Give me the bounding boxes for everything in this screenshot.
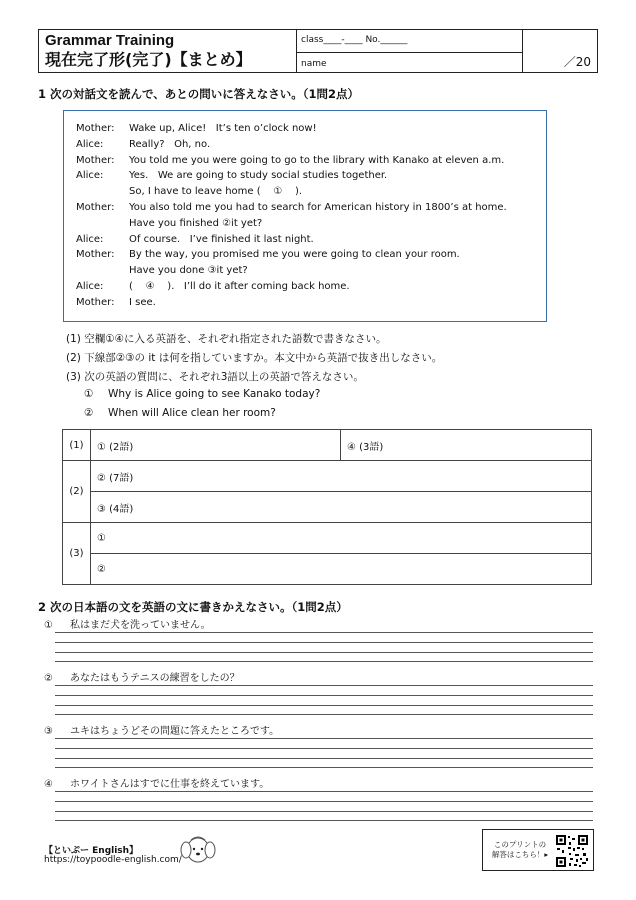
poodle-mascot-icon bbox=[178, 832, 218, 866]
answer-cell[interactable]: ① (2語) bbox=[91, 430, 341, 461]
dialog-line bbox=[76, 168, 546, 184]
dialog-line bbox=[76, 232, 546, 248]
item-number: ① bbox=[44, 620, 53, 631]
answer-link-line1: このプリントの bbox=[493, 840, 547, 849]
student-info-cell bbox=[297, 30, 523, 72]
item-number: ④ bbox=[44, 779, 53, 790]
subquestion-number: ① bbox=[84, 388, 94, 400]
answer-cell[interactable]: ① bbox=[91, 523, 592, 554]
subquestion-text: Why is Alice going to see Kanako today? bbox=[108, 388, 321, 400]
question-2: (2) 下線部②③の it は何を指していますか。本文中から英語で抜き出しなさい。 bbox=[66, 352, 443, 364]
info-divider bbox=[297, 52, 522, 53]
dialog-line bbox=[76, 247, 546, 263]
table-row bbox=[63, 554, 592, 585]
table-row bbox=[63, 430, 592, 461]
item-number: ③ bbox=[44, 726, 53, 737]
dialog-line bbox=[76, 263, 546, 279]
speaker bbox=[76, 263, 129, 279]
speaker: Mother: bbox=[76, 201, 115, 213]
dialog-line bbox=[76, 295, 546, 311]
item-number: ② bbox=[44, 673, 53, 684]
answer-cell[interactable]: ② bbox=[91, 554, 592, 585]
score-total: ／20 bbox=[563, 55, 591, 69]
worksheet-header bbox=[38, 29, 598, 73]
dialog-line bbox=[76, 279, 546, 295]
subquestion-number: ② bbox=[84, 407, 94, 419]
translation-item-4 bbox=[44, 775, 269, 790]
dialog-line bbox=[76, 200, 546, 216]
qr-code-icon[interactable] bbox=[555, 834, 589, 868]
answer-link-text bbox=[489, 840, 551, 860]
item-text: ユキはちょうどその問題に答えたところです。 bbox=[70, 726, 280, 737]
writing-lines-1[interactable] bbox=[55, 632, 593, 662]
question-1: (1) 空欄①④に入る英語を、それぞれ指定された語数で書きなさい。 bbox=[66, 333, 387, 345]
title-english: Grammar Training bbox=[45, 32, 175, 49]
title-japanese: 現在完了形(完了)【まとめ】 bbox=[45, 50, 252, 69]
line-text: You also told me you had to search for American history in 1800’s at home. bbox=[129, 201, 507, 213]
item-text: 私はまだ犬を洗っていません。 bbox=[70, 620, 211, 631]
writing-lines-4[interactable] bbox=[55, 791, 593, 821]
line-text: Yes. We are going to study social studies together. bbox=[129, 170, 388, 182]
speaker bbox=[76, 216, 129, 232]
dialog-line bbox=[76, 153, 546, 169]
dialog-line bbox=[76, 184, 546, 200]
writing-lines-2[interactable] bbox=[55, 685, 593, 715]
subquestion-text: When will Alice clean her room? bbox=[108, 407, 276, 419]
row-label: (3) bbox=[63, 523, 91, 585]
line-text: So, I have to leave home ( ① ). bbox=[129, 186, 303, 198]
speaker bbox=[76, 184, 129, 200]
item-text: ホワイトさんはすでに仕事を終えています。 bbox=[70, 779, 270, 790]
speaker: Alice: bbox=[76, 170, 104, 182]
subquestion-2 bbox=[84, 407, 276, 419]
item-text: あなたはもうテニスの練習をしたの？ bbox=[70, 673, 240, 684]
line-text: ( ④ ). I’ll do it after coming back home. bbox=[129, 280, 350, 292]
answer-cell[interactable]: ③ (4語) bbox=[91, 492, 592, 523]
name-label: name bbox=[301, 59, 327, 69]
table-row bbox=[63, 461, 592, 492]
line-text: Have you done ③it yet? bbox=[129, 265, 248, 277]
line-text: You told me you were going to go to the library with Kanako at eleven a.m. bbox=[129, 154, 505, 166]
translation-item-3 bbox=[44, 722, 279, 737]
speaker: Alice: bbox=[76, 233, 104, 245]
score-cell bbox=[523, 30, 597, 72]
answer-cell[interactable]: ② (7語) bbox=[91, 461, 592, 492]
speaker: Mother: bbox=[76, 123, 115, 134]
line-text: Really? Oh, no. bbox=[129, 138, 211, 150]
line-text: By the way, you promised me you were going to clean your room. bbox=[129, 249, 460, 261]
table-row bbox=[63, 492, 592, 523]
row-label: (2) bbox=[63, 461, 91, 523]
speaker: Mother: bbox=[76, 154, 115, 166]
translation-item-1 bbox=[44, 616, 211, 631]
speaker: Alice: bbox=[76, 280, 104, 292]
table-row bbox=[63, 523, 592, 554]
section1-heading: 1 次の対話文を読んで、あとの問いに答えなさい。（1問2点） bbox=[38, 87, 360, 101]
answer-link-line2: 解答はこちら！▸ bbox=[491, 850, 549, 859]
dialog-line bbox=[76, 121, 546, 137]
line-text: Have you finished ②it yet? bbox=[129, 217, 263, 229]
section2-heading: 2 次の日本語の文を英語の文に書きかえなさい。（1問2点） bbox=[38, 600, 348, 614]
brand-label: 【といぷー English】 bbox=[44, 846, 139, 856]
row-label: (1) bbox=[63, 430, 91, 461]
site-url[interactable]: https://toypoodle-english.com/ bbox=[44, 855, 182, 865]
title-cell bbox=[39, 30, 297, 72]
speaker: Mother: bbox=[76, 249, 115, 261]
translation-item-2 bbox=[44, 669, 240, 684]
answer-link-box[interactable] bbox=[482, 829, 594, 871]
answer-cell[interactable]: ④ (3語) bbox=[341, 430, 592, 461]
question-3: (3) 次の英語の質問に、それぞれ3語以上の英語で答えなさい。 bbox=[66, 371, 364, 383]
line-text: Wake up, Alice! It’s ten o’clock now! bbox=[129, 123, 317, 134]
speaker: Alice: bbox=[76, 138, 104, 150]
answer-table bbox=[62, 429, 592, 585]
subquestion-1 bbox=[84, 388, 320, 400]
dialog-line bbox=[76, 216, 546, 232]
class-number-label: class____-____ No.______ bbox=[301, 35, 408, 45]
line-text: Of course. I’ve finished it last night. bbox=[129, 233, 314, 245]
speaker: Mother: bbox=[76, 296, 115, 308]
dialog-box bbox=[63, 110, 547, 322]
line-text: I see. bbox=[129, 296, 156, 308]
dialog-line bbox=[76, 137, 546, 153]
writing-lines-3[interactable] bbox=[55, 738, 593, 768]
